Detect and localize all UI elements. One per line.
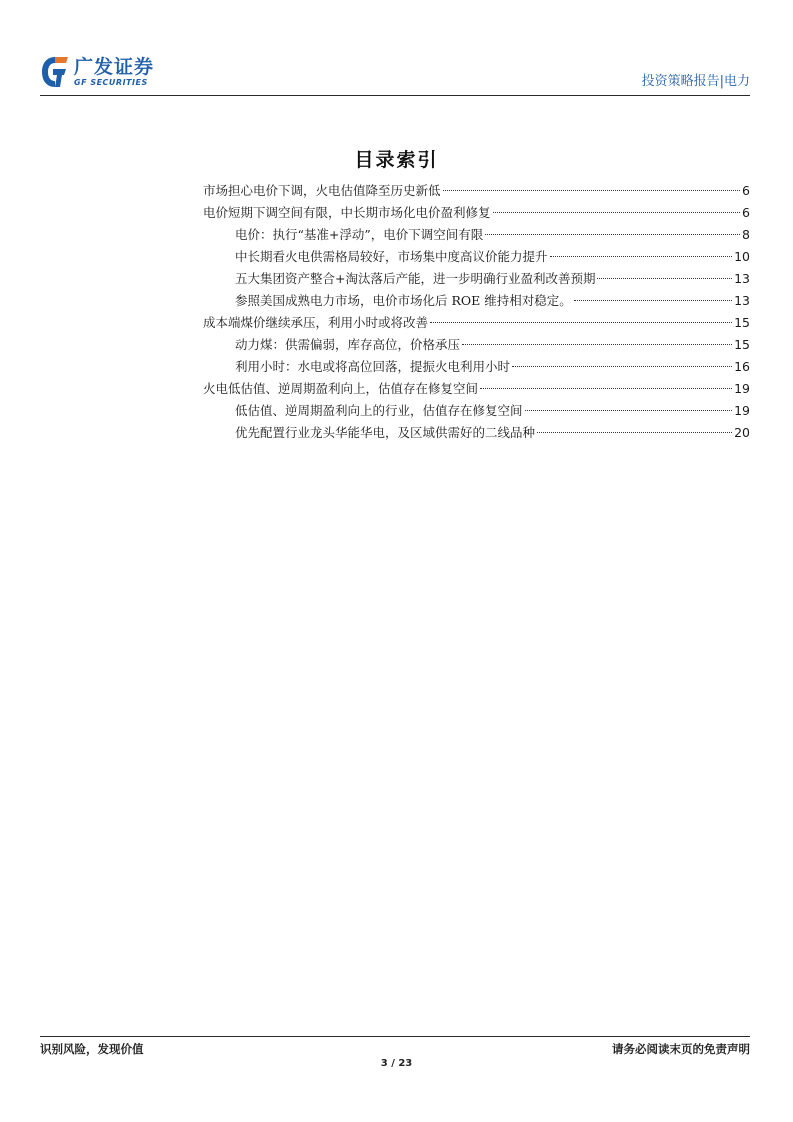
toc-entry-page: 15 bbox=[734, 315, 750, 330]
toc-entry[interactable] bbox=[203, 422, 750, 444]
toc-entry-text: 利用小时：水电或将高位回落，提振火电利用小时 bbox=[235, 359, 511, 374]
toc-dot-leader bbox=[430, 322, 732, 323]
page-number: 3 / 23 bbox=[380, 1058, 413, 1069]
toc-entry-page: 10 bbox=[734, 249, 750, 264]
header-divider bbox=[40, 95, 750, 96]
toc-entry-text: 电价短期下调空间有限，中长期市场化电价盈利修复 bbox=[203, 205, 491, 220]
toc-entry-page: 13 bbox=[734, 293, 750, 308]
toc-entry[interactable] bbox=[203, 378, 750, 400]
toc-entry[interactable] bbox=[203, 180, 750, 202]
footer-slogan: 识别风险，发现价值 bbox=[40, 1042, 144, 1056]
toc-entry[interactable] bbox=[203, 312, 750, 334]
toc-entry[interactable] bbox=[203, 202, 750, 224]
toc-entry-text: 火电低估值、逆周期盈利向上，估值存在修复空间 bbox=[203, 381, 479, 396]
toc-dot-leader bbox=[493, 212, 741, 213]
toc-entry-text: 优先配置行业龙头华能华电，及区域供需好的二线品种 bbox=[235, 425, 536, 440]
toc-entry-text: 成本端煤价继续承压，利用小时或将改善 bbox=[203, 315, 429, 330]
toc-entry-text: 中长期看火电供需格局较好，市场集中度高议价能力提升 bbox=[235, 249, 548, 264]
logo-english-name: GF SECURITIES bbox=[74, 78, 148, 87]
toc-dot-leader bbox=[574, 300, 732, 301]
toc-entry[interactable] bbox=[203, 268, 750, 290]
toc-entry[interactable] bbox=[203, 334, 750, 356]
toc-entry-text: 市场担心电价下调，火电估值降至历史新低 bbox=[203, 183, 441, 198]
toc-dot-leader bbox=[597, 278, 732, 279]
toc-entry[interactable] bbox=[203, 356, 750, 378]
footer-disclaimer: 请务必阅读末页的免责声明 bbox=[612, 1042, 750, 1056]
toc-dot-leader bbox=[550, 256, 733, 257]
logo-chinese-name: 广发证券 bbox=[74, 56, 155, 78]
toc-dot-leader bbox=[462, 344, 732, 345]
report-type: 投资策略报告|电力 bbox=[641, 74, 750, 89]
gf-logo-icon bbox=[40, 55, 70, 89]
table-of-contents bbox=[203, 180, 750, 444]
toc-dot-leader bbox=[480, 388, 732, 389]
page-header bbox=[40, 52, 750, 96]
toc-entry-page: 6 bbox=[742, 205, 750, 220]
toc-entry-page: 20 bbox=[734, 425, 750, 440]
toc-dot-leader bbox=[537, 432, 732, 433]
toc-dot-leader bbox=[512, 366, 732, 367]
toc-entry-page: 16 bbox=[734, 359, 750, 374]
toc-entry-text: 五大集团资产整合+淘汰落后产能，进一步明确行业盈利改善预期 bbox=[235, 271, 596, 286]
toc-entry-page: 19 bbox=[734, 381, 750, 396]
toc-entry[interactable] bbox=[203, 224, 750, 246]
toc-dot-leader bbox=[485, 234, 740, 235]
toc-dot-leader bbox=[443, 190, 741, 191]
toc-entry-page: 6 bbox=[742, 183, 750, 198]
toc-entry-text: 电价：执行“基准+浮动”，电价下调空间有限 bbox=[235, 227, 484, 242]
footer-divider bbox=[40, 1036, 750, 1037]
toc-entry[interactable] bbox=[203, 246, 750, 268]
toc-entry[interactable] bbox=[203, 400, 750, 422]
toc-title: 目录索引 bbox=[354, 149, 439, 171]
toc-entry-text: 参照美国成熟电力市场，电价市场化后 ROE 维持相对稳定。 bbox=[235, 293, 572, 308]
toc-entry-text: 动力煤：供需偏弱，库存高位，价格承压 bbox=[235, 337, 461, 352]
toc-entry[interactable] bbox=[203, 290, 750, 312]
toc-entry-page: 19 bbox=[734, 403, 750, 418]
toc-entry-page: 8 bbox=[742, 227, 750, 242]
gf-securities-logo bbox=[40, 52, 154, 92]
toc-dot-leader bbox=[525, 410, 733, 411]
toc-entry-page: 13 bbox=[734, 271, 750, 286]
toc-entry-text: 低估值、逆周期盈利向上的行业，估值存在修复空间 bbox=[235, 403, 523, 418]
toc-entry-page: 15 bbox=[734, 337, 750, 352]
